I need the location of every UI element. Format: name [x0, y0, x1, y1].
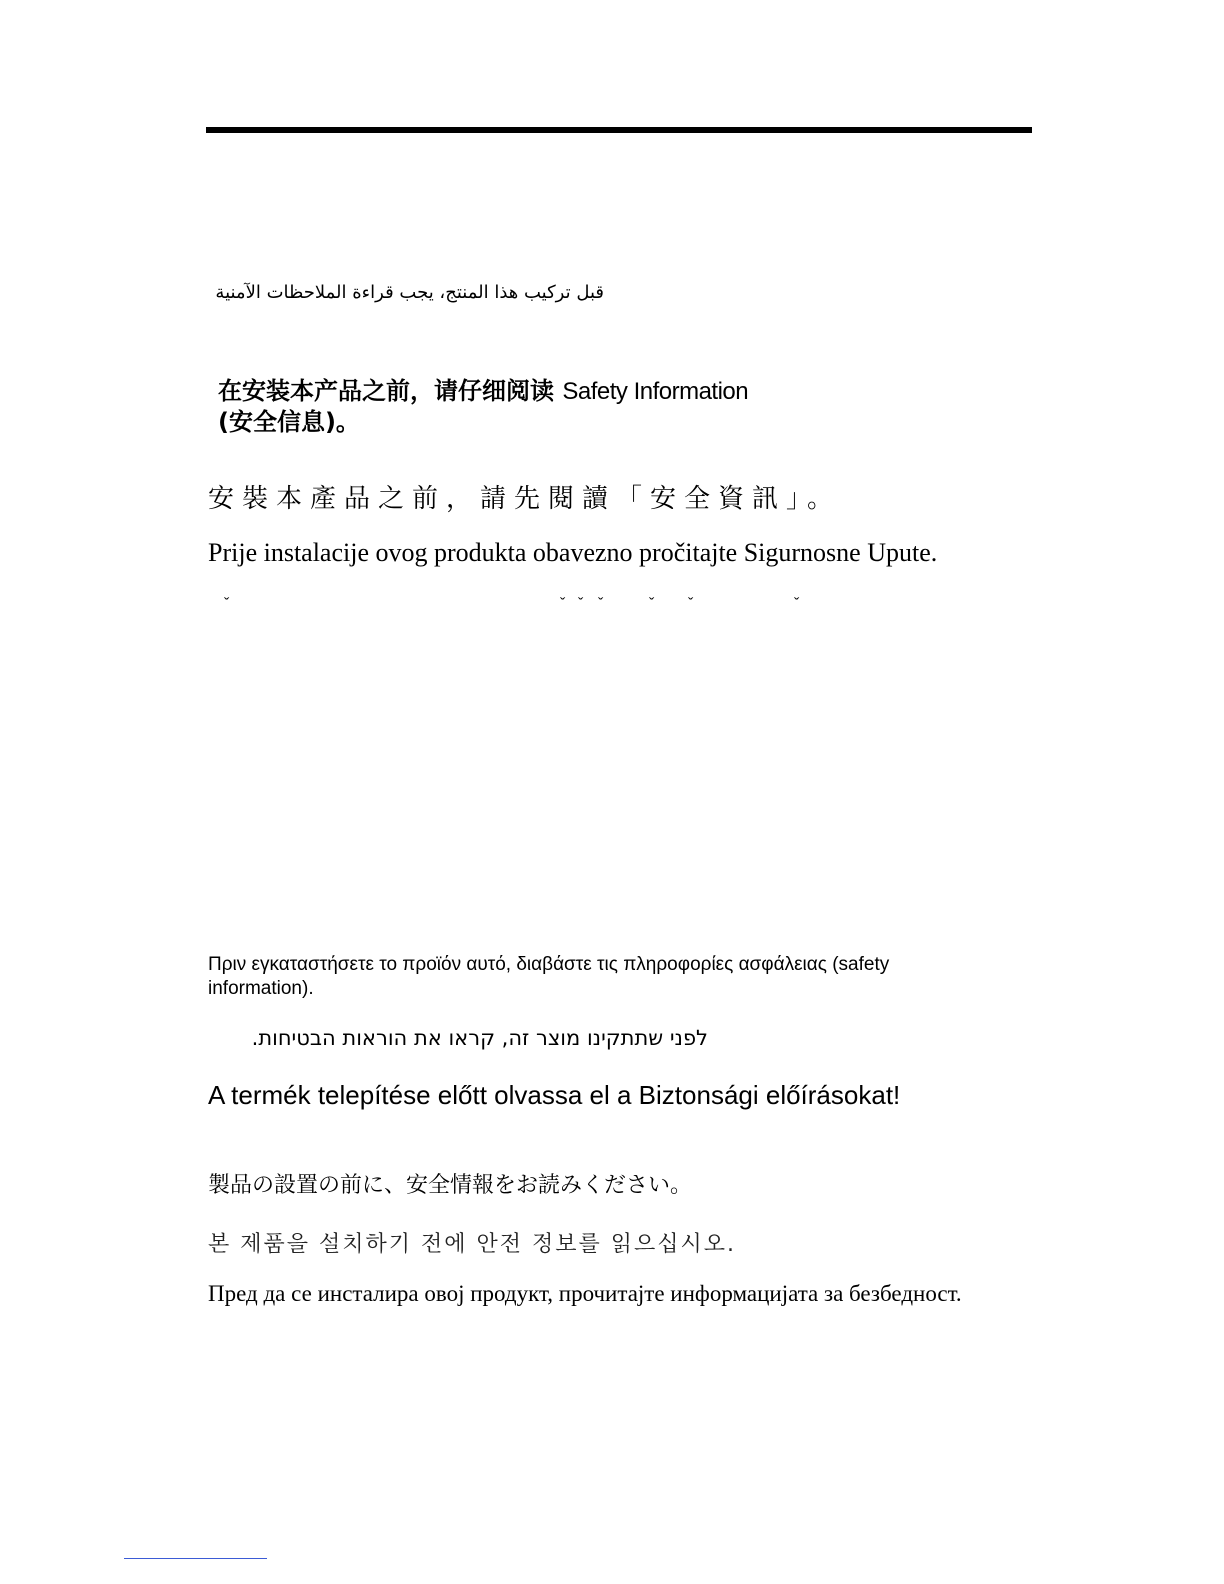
chinese-simplified-line1: 在安装本产品之前，请仔细阅读	[218, 377, 554, 405]
chinese-traditional-safety-notice: 安裝本產品之前，請先閱讀「安全資訊」。	[208, 484, 842, 514]
arabic-safety-notice: قبل تركيب هذا المنتج، يجب قراءة الملاحظات الآمنية	[215, 282, 604, 303]
top-rule	[206, 127, 1032, 133]
korean-safety-notice: 본 제품을 설치하기 전에 안전 정보를 읽으십시오.	[208, 1232, 736, 1257]
hungarian-safety-notice: A termék telepítése előtt olvassa el a Biztonsági előírásokat!	[208, 1080, 901, 1110]
czech-caron-mark: ˇ	[794, 596, 800, 613]
chinese-simplified-safety-notice	[218, 376, 838, 437]
hebrew-safety-notice: לפני שתתקינו מוצר זה, קראו את הוראות הבטיחות.	[251, 1026, 708, 1050]
czech-caron-mark: ˇ	[224, 596, 230, 613]
greek-safety-notice: Πριν εγκαταστήσετε το προϊόν αυτό, διαβάστε τις πληροφορίες ασφάλειας (safety information).	[208, 954, 890, 999]
chinese-simplified-line2: (安全信息)。	[218, 408, 360, 436]
czech-caron-mark: ˇ	[598, 596, 604, 613]
chinese-simplified-latin: Safety Information	[562, 378, 749, 405]
czech-caron-mark: ˇ	[688, 596, 694, 613]
macedonian-safety-notice: Пред да се инсталира овој продукт, прочитајте информацијата за безбедност.	[208, 1281, 962, 1306]
footer-link-underline	[124, 1558, 267, 1559]
czech-caron-mark: ˇ	[578, 596, 584, 613]
japanese-safety-notice: 製品の設置の前に、安全情報をお読みください。	[208, 1173, 693, 1198]
czech-caron-mark: ˇ	[649, 596, 655, 613]
croatian-safety-notice: Prije instalacije ovog produkta obavezno pročitajte Sigurnosne Upute.	[208, 538, 938, 567]
czech-caron-mark: ˇ	[560, 596, 566, 613]
